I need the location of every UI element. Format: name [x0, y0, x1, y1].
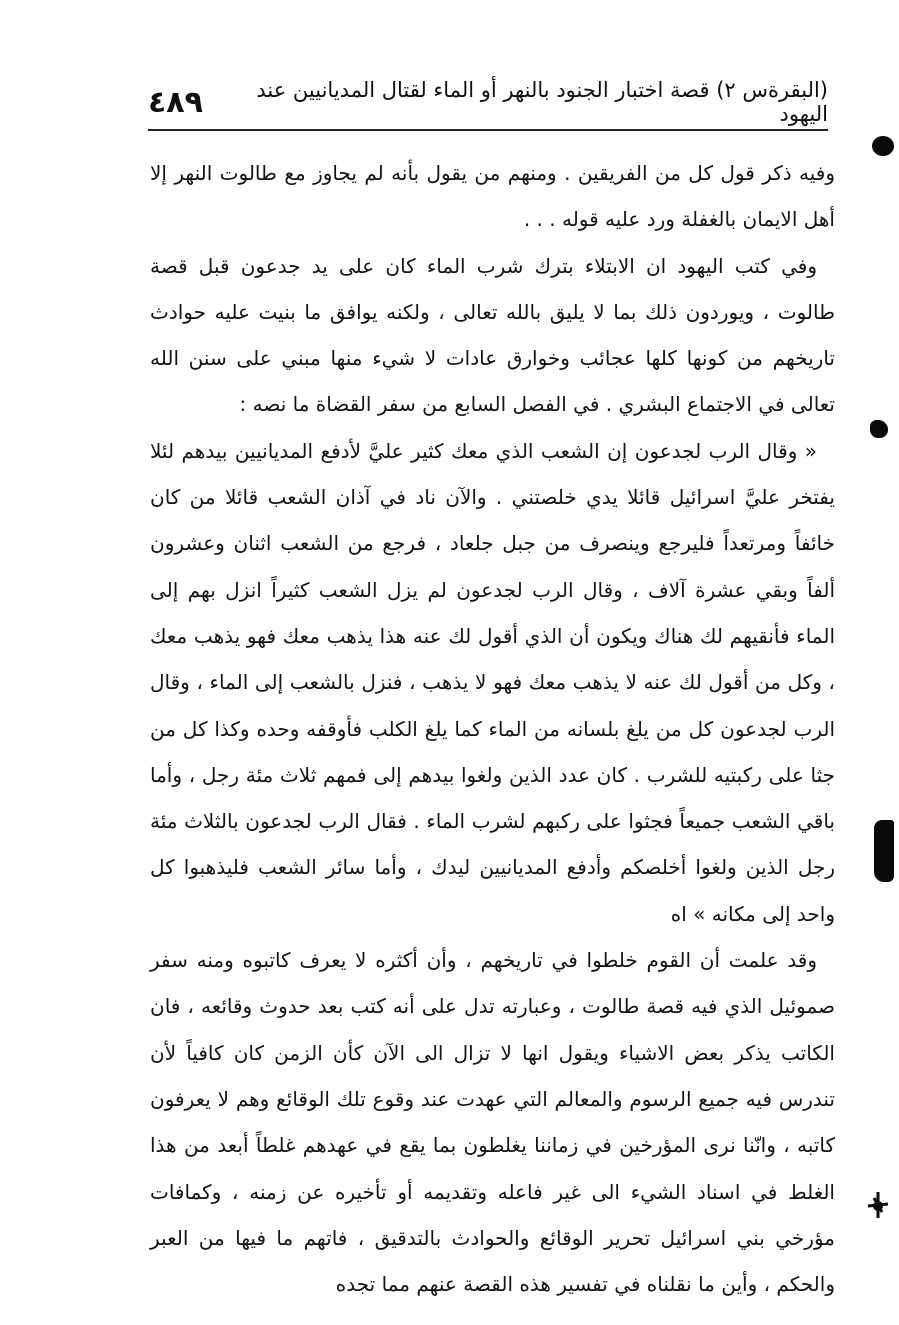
- header-title: (البقرةس ٢) قصة اختبار الجنود بالنهر أو الماء لقتال المديانيين عند اليهود: [256, 78, 828, 126]
- page-number: ٤٨٩: [148, 84, 203, 120]
- ink-blot-middle: [870, 420, 888, 438]
- ink-blot-top: [872, 136, 894, 156]
- paragraph-quotation: « وقال الرب لجدعون إن الشعب الذي معك كثير عليَّ لأدفع المديانيين بيدهم لئلا يفتخر عليَّ اسرائيل قائلا يدي خلصتني . والآن ناد في آذان الشعب قائلا من كان خائفاً ومرتعداً فليرجع وينصرف من جبل جلعاد ، فرجع من الشعب اثنان وعشرون ألفاً وبقي عشرة آلاف ، وقال الرب لجدعون لم يزل الشعب كثيراً انزل بهم إلى الماء فأنقيهم لك هناك ويكون أن الذي أقول لك عنه هذا يذهب معك فهو يذهب معك ، وكل من أقول لك عنه لا يذهب معك فهو لا يذهب ، فنزل بالشعب إلى الماء ، وقال الرب لجدعون كل من يلغ بلسانه من الماء كما يلغ الكلب فأوقفه وحده وكذا كل من جثا على ركبتيه للشرب . كان عدد الذين ولغوا بيدهم إلى فمهم ثلاث مئة رجل ، وأما باقي الشعب جميعاً فجثوا على ركبهم لشرب الماء . فقال الرب لجدعون بالثلاث مئة رجل الذين ولغوا أخلصكم وأدفع المديانيين ليدك ، وأما سائر الشعب فليذهبوا كل واحد إلى مكانه » اه: [150, 438, 835, 926]
- header-rule: [148, 129, 828, 131]
- binding-shadow-mark: [874, 820, 894, 882]
- paragraph-commentary: وقد علمت أن القوم خلطوا في تاريخهم ، وأن أكثره لا يعرف كاتبوه ومنه سفر صموئيل الذي فيه قصة طالوت ، وعبارته تدل على أنه كتب بعد حدوث وقائعه ، فان الكاتب يذكر بعض الاشياء ويقول انها لا تزال الى الآن كأن الزمن كان كافياً لأن تندرس فيه جميع الرسوم والمعالم التي عهدت عند وقوع تلك الوقائع وهم لا يعرفون كاتبه ، وانّنا نرى المؤرخين في زماننا يغلطون بما يقع في عهدهم غلطاً أبعد من هذا الغلط في اسناد الشيء الى غير فاعله وتقديمه أو تأخيره عن زمنه ، وكمافات مؤرخي بني اسرائيل تحرير الوقائع والحوادث بالتدقيق ، فاتهم ما فيها من العبر والحكم ، وأين ما نقلناه في تفسير هذه القصة عنهم مما تجده: [150, 948, 835, 1297]
- body-text: [150, 150, 835, 1307]
- running-header: [148, 78, 828, 126]
- paragraph-intro: وفيه ذكر قول كل من الفريقين . ومنهم من يقول بأنه لم يجاوز مع طالوت النهر إلا أهل الايمان بالغفلة ورد عليه قوله . . .: [150, 161, 835, 232]
- paragraph-jewish-books: وفي كتب اليهود ان الابتلاء بترك شرب الماء كان على يد جدعون قبل قصة طالوت ، ويوردون ذلك بما لا يليق بالله تعالى ، ولكنه يوافق ما بنيت عليه حوادث تاريخهم من كونها كلها عجائب وخوارق عادات لا شيء منها مبني على سنن الله تعالى في الاجتماع البشري . في الفصل السابع من سفر القضاة ما نصه :: [150, 253, 835, 417]
- ink-scribble-bottom: [864, 1190, 892, 1220]
